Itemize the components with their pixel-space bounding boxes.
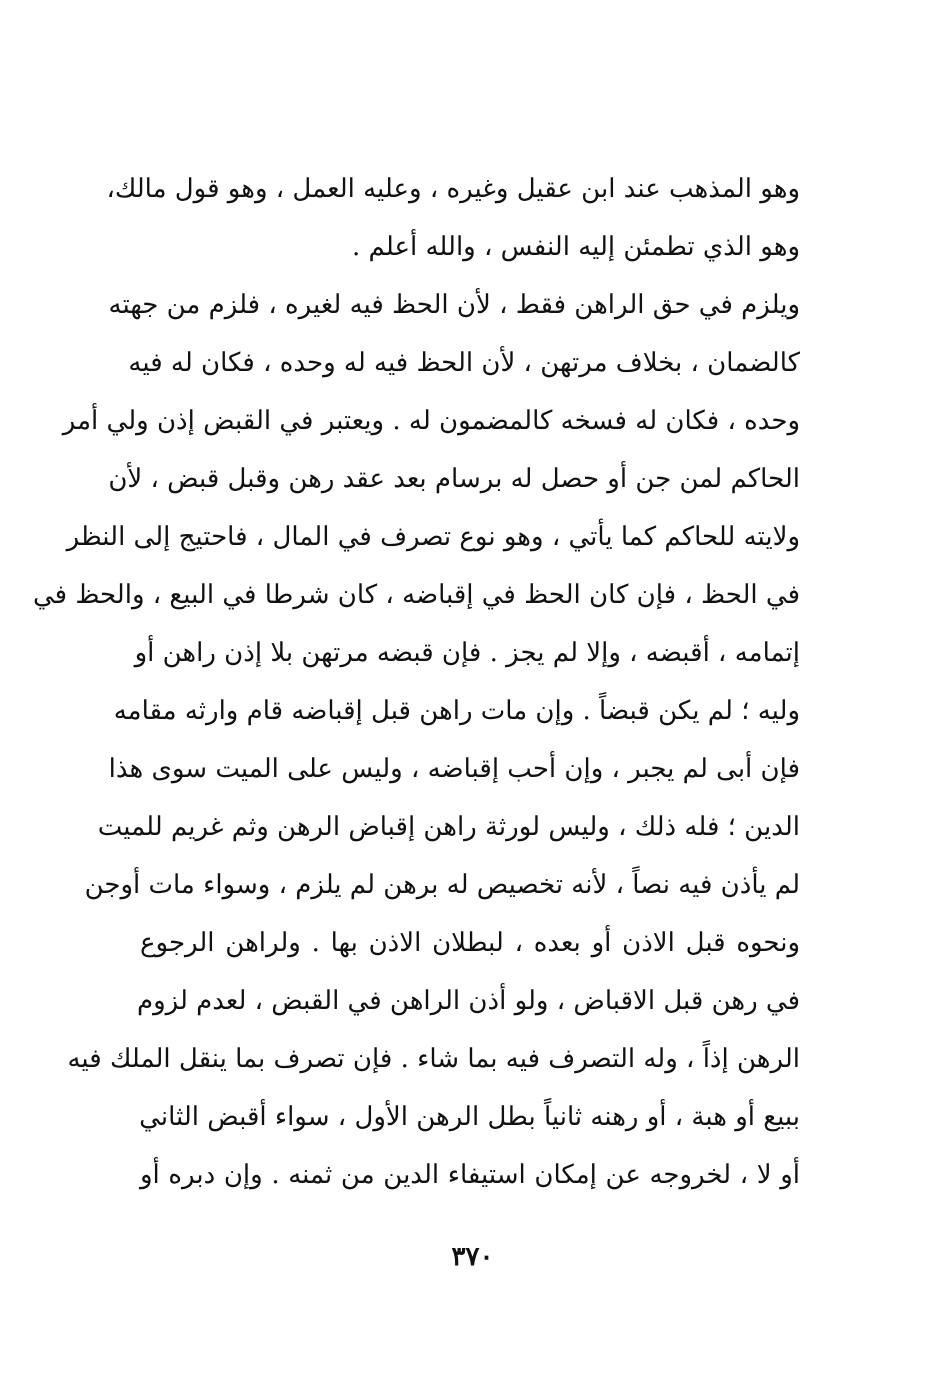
text-line: ولايته للحاكم كما يأتي ، وهو نوع تصرف في المال ، فاحتيج إلى النظر (66, 522, 800, 552)
text-line: وليه ؛ لم يكن قبضاً . وإن مات راهن قبل إقباضه قام وارثه مقامه (113, 696, 800, 726)
text-line: ببيع أو هبة ، أو رهنه ثانياً بطل الرهن الأول ، سواء أقبض الثاني (139, 1102, 800, 1132)
text-line: كالضمان ، بخلاف مرتهن ، لأن الحظ فيه له وحده ، فكان له فيه (128, 348, 800, 378)
text-line: الحاكم لمن جن أو حصل له برسام بعد عقد رهن وقبل قبض ، لأن (108, 464, 800, 494)
text-line: ويلزم في حق الراهن فقط ، لأن الحظ فيه لغيره ، فلزم من جهته (108, 290, 800, 320)
text-line: لم يأذن فيه نصاً ، لأنه تخصيص له برهن لم يلزم ، وسواء مات أوجن (84, 870, 800, 900)
body-text (32, 160, 800, 1204)
text-line: في رهن قبل الاقباض ، ولو أذن الراهن في القبض ، لعدم لزوم (136, 986, 800, 1016)
text-line: في الحظ ، فإن كان الحظ في إقباضه ، كان شرطا في البيع ، والحظ في (32, 580, 800, 610)
text-line: ونحوه قبل الاذن أو بعده ، لبطلان الاذن بها . ولراهن الرجوع (140, 928, 800, 958)
text-line: إتمامه ، أقبضه ، وإلا لم يجز . فإن قبضه مرتهن بلا إذن راهن أو (134, 638, 800, 668)
text-line: وحده ، فكان له فسخه كالمضمون له . ويعتبر في القبض إذن ولي أمر (62, 406, 800, 436)
text-line: فإن أبى لم يجبر ، وإن أحب إقباضه ، وليس على الميت سوى هذا (108, 754, 800, 784)
text-line: وهو المذهب عند ابن عقيل وغيره ، وعليه العمل ، وهو قول مالك، (106, 174, 800, 204)
text-line: الرهن إذاً ، وله التصرف فيه بما شاء . فإن تصرف بما ينقل الملك فيه (67, 1044, 800, 1074)
page-number: ٣٧٠ (451, 1242, 494, 1272)
text-line: وهو الذي تطمئن إليه النفس ، والله أعلم . (352, 232, 800, 262)
text-line: أو لا ، لخروجه عن إمكان استيفاء الدين من ثمنه . وإن دبره أو (140, 1160, 800, 1190)
text-line: الدين ؛ فله ذلك ، وليس لورثة راهن إقباض الرهن وثم غريم للميت (97, 812, 800, 842)
